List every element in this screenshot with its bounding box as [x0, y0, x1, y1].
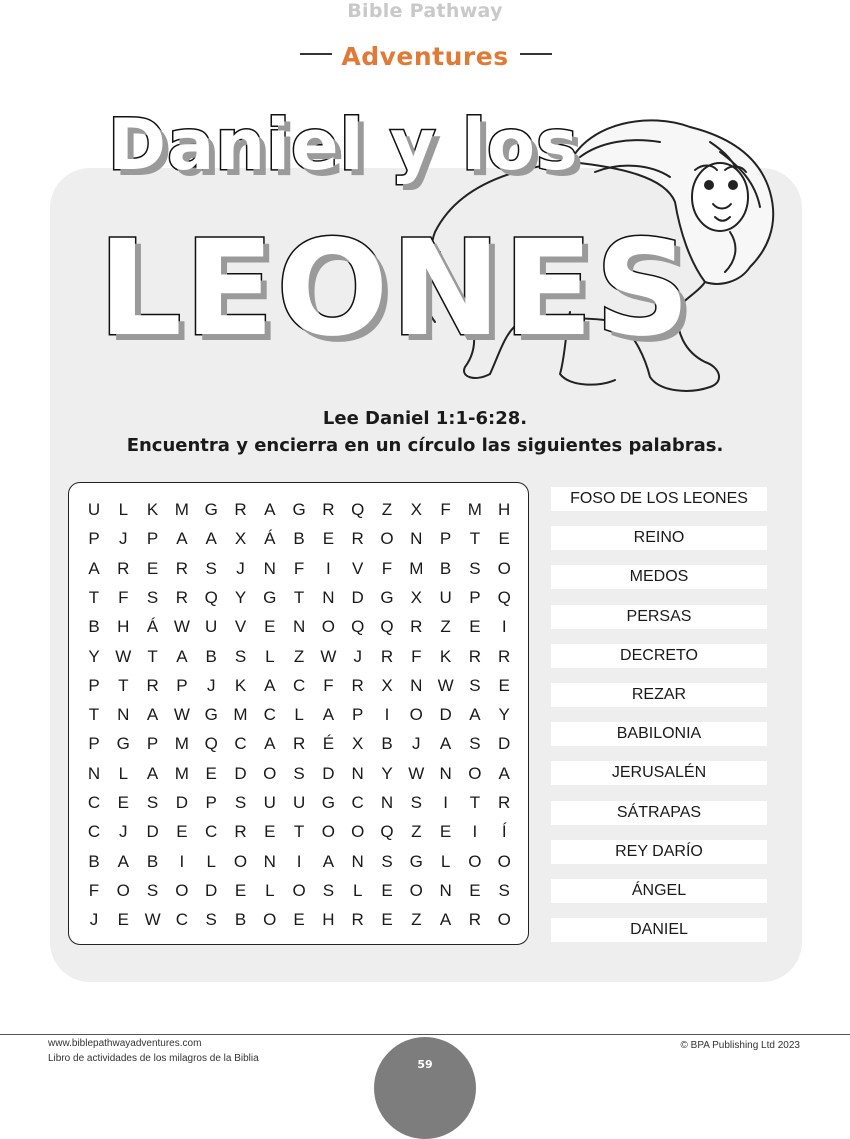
- grid-letter[interactable]: J: [353, 646, 362, 666]
- grid-letter[interactable]: F: [411, 646, 422, 666]
- grid-letter[interactable]: B: [293, 529, 305, 549]
- grid-letter[interactable]: D: [234, 763, 247, 783]
- grid-letter[interactable]: T: [293, 587, 305, 607]
- grid-letter[interactable]: O: [321, 617, 335, 637]
- grid-letter[interactable]: S: [205, 558, 217, 578]
- grid-letter[interactable]: P: [146, 529, 159, 549]
- grid-letter[interactable]: P: [352, 705, 364, 725]
- grid-letter[interactable]: S: [469, 734, 481, 754]
- grid-letter[interactable]: I: [501, 617, 507, 637]
- grid-letter[interactable]: E: [498, 529, 510, 549]
- grid-letter[interactable]: O: [263, 910, 277, 930]
- grid-letter[interactable]: U: [439, 587, 452, 607]
- grid-letter[interactable]: R: [175, 558, 189, 578]
- grid-letter[interactable]: Q: [380, 822, 394, 842]
- grid-letter[interactable]: R: [410, 617, 423, 637]
- grid-letter[interactable]: M: [467, 500, 482, 519]
- grid-letter[interactable]: R: [351, 675, 364, 695]
- grid-letter[interactable]: D: [351, 587, 364, 607]
- grid-letter[interactable]: B: [234, 910, 247, 930]
- grid-letter[interactable]: S: [322, 880, 335, 900]
- grid-letter[interactable]: I: [179, 851, 185, 871]
- grid-letter[interactable]: Í: [501, 822, 507, 842]
- grid-letter[interactable]: L: [294, 705, 304, 725]
- grid-letter[interactable]: L: [118, 500, 129, 519]
- grid-letter[interactable]: L: [206, 851, 216, 871]
- grid-letter[interactable]: W: [144, 910, 161, 930]
- brand-logo: [0, 0, 850, 80]
- grid-letter[interactable]: M: [174, 763, 189, 783]
- footer-book-title: Libro de actividades de los milagros de la Biblia: [48, 1053, 259, 1064]
- grid-letter[interactable]: A: [176, 646, 188, 666]
- grid-letter[interactable]: N: [439, 763, 452, 783]
- grid-letter[interactable]: J: [89, 910, 99, 930]
- grid-letter[interactable]: Y: [381, 763, 393, 783]
- grid-letter[interactable]: A: [117, 851, 129, 871]
- grid-letter[interactable]: C: [87, 822, 101, 842]
- grid-letter[interactable]: K: [146, 500, 159, 519]
- instructions: [0, 405, 850, 459]
- word-list-item: ÁNGEL: [551, 879, 767, 903]
- grid-letter[interactable]: E: [293, 910, 305, 930]
- grid-letter[interactable]: S: [234, 793, 247, 812]
- grid-letter[interactable]: E: [146, 558, 159, 578]
- grid-letter[interactable]: C: [175, 910, 189, 930]
- grid-letter[interactable]: X: [234, 529, 247, 549]
- grid-letter[interactable]: S: [469, 558, 481, 578]
- grid-letter[interactable]: T: [88, 587, 100, 607]
- grid-letter[interactable]: G: [409, 851, 423, 871]
- grid-letter[interactable]: R: [498, 793, 511, 812]
- grid-letter[interactable]: B: [88, 617, 100, 637]
- grid-letter[interactable]: A: [88, 558, 100, 578]
- grid-letter[interactable]: Z: [411, 822, 422, 842]
- grid-letter[interactable]: N: [263, 851, 276, 871]
- instructions-line1: Lee Daniel 1:1-6:28.: [322, 408, 528, 429]
- grid-letter[interactable]: C: [234, 734, 247, 754]
- word-list-item: REY DARÍO: [551, 840, 767, 864]
- grid-letter[interactable]: L: [352, 880, 363, 900]
- grid-letter[interactable]: C: [263, 705, 276, 725]
- grid-letter[interactable]: P: [146, 734, 159, 754]
- grid-letter[interactable]: I: [472, 822, 478, 842]
- word-list-item: SÁTRAPAS: [551, 801, 767, 825]
- grid-letter[interactable]: É: [322, 734, 335, 754]
- grid-letter[interactable]: X: [410, 500, 422, 519]
- word-list-item: MEDOS: [551, 565, 767, 589]
- grid-letter[interactable]: E: [322, 529, 335, 549]
- grid-letter[interactable]: R: [292, 734, 306, 754]
- grid-letter[interactable]: O: [468, 851, 482, 871]
- grid-letter[interactable]: H: [498, 500, 511, 519]
- grid-letter[interactable]: T: [469, 793, 481, 812]
- grid-letter[interactable]: O: [263, 763, 277, 783]
- grid-letter[interactable]: C: [87, 793, 101, 812]
- grid-letter[interactable]: W: [173, 617, 190, 637]
- grid-letter[interactable]: A: [146, 763, 159, 783]
- grid-letter[interactable]: B: [439, 558, 452, 578]
- grid-letter[interactable]: P: [469, 587, 481, 607]
- grid-letter[interactable]: O: [116, 880, 130, 900]
- grid-letter[interactable]: I: [443, 793, 448, 812]
- grid-letter[interactable]: T: [469, 529, 481, 549]
- title-line1: Daniel y los: [108, 104, 579, 186]
- grid-letter[interactable]: G: [204, 500, 218, 519]
- grid-letter[interactable]: J: [119, 529, 128, 549]
- grid-letter[interactable]: M: [174, 734, 189, 754]
- grid-letter[interactable]: E: [264, 617, 276, 637]
- grid-letter[interactable]: D: [439, 705, 452, 725]
- grid-letter[interactable]: K: [234, 675, 247, 695]
- grid-letter[interactable]: A: [469, 705, 481, 725]
- grid-letter[interactable]: E: [176, 822, 188, 842]
- grid-letter[interactable]: U: [87, 500, 101, 519]
- page-number: 59: [417, 1058, 433, 1071]
- grid-letter[interactable]: F: [293, 558, 305, 578]
- grid-letter[interactable]: N: [322, 587, 335, 607]
- grid-letter[interactable]: S: [205, 910, 217, 930]
- grid-letter[interactable]: M: [409, 558, 424, 578]
- footer-website[interactable]: www.biblepathwayadventures.com: [48, 1038, 202, 1049]
- grid-letter[interactable]: B: [88, 851, 100, 871]
- grid-letter[interactable]: O: [351, 822, 365, 842]
- grid-letter[interactable]: D: [205, 880, 218, 900]
- grid-letter[interactable]: G: [204, 705, 218, 725]
- grid-letter[interactable]: W: [115, 646, 132, 666]
- grid-letter[interactable]: F: [88, 880, 100, 900]
- grid-letter[interactable]: D: [146, 822, 159, 842]
- grid-letter[interactable]: E: [381, 910, 393, 930]
- grid-letter[interactable]: O: [497, 910, 511, 930]
- grid-letter[interactable]: E: [264, 822, 276, 842]
- grid-letter[interactable]: A: [205, 529, 217, 549]
- grid-letter[interactable]: Y: [234, 587, 247, 607]
- word-list-item: JERUSALÉN: [551, 761, 767, 785]
- grid-letter[interactable]: U: [205, 617, 218, 637]
- grid-letter[interactable]: O: [409, 880, 423, 900]
- grid-letter[interactable]: M: [233, 705, 248, 725]
- grid-letter[interactable]: J: [206, 675, 216, 695]
- grid-letter[interactable]: N: [410, 675, 423, 695]
- grid-letter[interactable]: A: [176, 529, 188, 549]
- grid-letter[interactable]: O: [468, 763, 482, 783]
- grid-letter[interactable]: R: [146, 675, 159, 695]
- word-search-grid: [68, 482, 529, 945]
- word-list-item: REINO: [551, 526, 767, 550]
- grid-letter[interactable]: M: [174, 500, 189, 519]
- grid-letter[interactable]: E: [469, 617, 481, 637]
- grid-letter[interactable]: E: [205, 763, 217, 783]
- grid-letter[interactable]: U: [263, 793, 276, 812]
- grid-letter[interactable]: A: [439, 734, 452, 754]
- grid-letter[interactable]: R: [175, 587, 189, 607]
- grid-letter[interactable]: U: [292, 793, 306, 812]
- grid-letter[interactable]: A: [264, 500, 276, 519]
- grid-letter[interactable]: N: [439, 880, 452, 900]
- grid-letter[interactable]: P: [176, 675, 188, 695]
- footer-copyright: © BPA Publishing Ltd 2023: [680, 1040, 800, 1051]
- grid-letter[interactable]: Á: [264, 529, 276, 549]
- grid-letter[interactable]: P: [205, 793, 217, 812]
- instructions-line2: Encuentra y encierra en un círculo las siguientes palabras.: [126, 435, 724, 456]
- grid-letter[interactable]: G: [380, 587, 394, 607]
- grid-letter[interactable]: I: [296, 851, 302, 871]
- grid-letter[interactable]: L: [440, 851, 451, 871]
- grid-letter[interactable]: E: [234, 880, 247, 900]
- grid-letter[interactable]: R: [117, 558, 130, 578]
- grid-letter[interactable]: D: [322, 763, 335, 783]
- grid-letter[interactable]: V: [352, 558, 364, 578]
- grid-letter[interactable]: A: [498, 763, 510, 783]
- grid-letter[interactable]: L: [118, 763, 129, 783]
- grid-letter[interactable]: B: [205, 646, 217, 666]
- grid-letter[interactable]: C: [351, 793, 364, 812]
- grid-letter[interactable]: R: [234, 500, 247, 519]
- word-list-item: FOSO DE LOS LEONES: [551, 487, 767, 511]
- grid-letter[interactable]: T: [293, 822, 305, 842]
- page-number-tab: [374, 1037, 476, 1139]
- grid-letter[interactable]: R: [468, 910, 482, 930]
- grid-letter[interactable]: W: [173, 705, 190, 725]
- word-list-item: DECRETO: [551, 644, 767, 668]
- word-list-item: REZAR: [551, 683, 767, 707]
- word-list-item: DANIEL: [551, 918, 767, 942]
- grid-letter[interactable]: L: [265, 880, 275, 900]
- grid-letter[interactable]: N: [87, 763, 101, 783]
- grid-letter[interactable]: E: [381, 880, 393, 900]
- grid-letter[interactable]: B: [146, 851, 159, 871]
- grid-letter[interactable]: O: [409, 705, 423, 725]
- grid-letter[interactable]: Z: [381, 500, 393, 519]
- grid-letter[interactable]: Q: [497, 587, 511, 607]
- grid-letter[interactable]: S: [234, 646, 247, 666]
- grid-letter[interactable]: N: [263, 558, 276, 578]
- grid-letter[interactable]: N: [351, 851, 364, 871]
- word-list-item: PERSAS: [551, 605, 767, 629]
- grid-letter[interactable]: O: [497, 851, 511, 871]
- grid-letter[interactable]: H: [322, 910, 335, 930]
- grid-letter[interactable]: D: [498, 734, 511, 754]
- grid-letter[interactable]: C: [205, 822, 218, 842]
- grid-letter[interactable]: G: [116, 734, 130, 754]
- grid-letter[interactable]: X: [352, 734, 364, 754]
- grid-letter[interactable]: E: [117, 793, 129, 812]
- grid-letter[interactable]: Q: [204, 587, 218, 607]
- grid-letter[interactable]: P: [88, 734, 100, 754]
- grid-letter[interactable]: Á: [146, 617, 159, 637]
- grid-letter[interactable]: Q: [351, 617, 365, 637]
- grid-letter[interactable]: G: [292, 500, 306, 519]
- grid-letter[interactable]: W: [408, 763, 425, 783]
- grid-letter[interactable]: R: [234, 822, 247, 842]
- grid-letter[interactable]: A: [322, 705, 335, 725]
- grid-letter[interactable]: S: [146, 587, 159, 607]
- grid-letter[interactable]: Y: [498, 705, 510, 725]
- grid-letter[interactable]: N: [380, 793, 394, 812]
- grid-letter[interactable]: O: [233, 851, 248, 871]
- grid-letter[interactable]: E: [469, 880, 481, 900]
- grid-letter[interactable]: I: [384, 705, 390, 725]
- grid-letter[interactable]: P: [439, 529, 452, 549]
- grid-letter[interactable]: S: [469, 675, 481, 695]
- grid-letter[interactable]: X: [410, 587, 422, 607]
- grid-letter[interactable]: F: [323, 675, 334, 695]
- grid-letter[interactable]: Q: [204, 734, 218, 754]
- grid-letter[interactable]: R: [468, 646, 482, 666]
- logo-line1: Bible Pathway: [347, 0, 503, 22]
- grid-letter[interactable]: X: [381, 675, 393, 695]
- grid-letter[interactable]: Y: [88, 646, 100, 666]
- grid-letter[interactable]: T: [118, 675, 129, 695]
- grid-letter[interactable]: P: [88, 529, 100, 549]
- grid-letter[interactable]: Z: [411, 910, 422, 930]
- grid-letter[interactable]: A: [322, 851, 335, 871]
- grid-letter[interactable]: T: [88, 705, 100, 725]
- grid-letter[interactable]: G: [263, 587, 277, 607]
- grid-letter[interactable]: Q: [380, 617, 394, 637]
- grid-letter[interactable]: O: [175, 880, 189, 900]
- grid-letter[interactable]: S: [498, 880, 510, 900]
- grid-letter[interactable]: R: [498, 646, 511, 666]
- footer-divider: [0, 1034, 850, 1035]
- grid-letter[interactable]: I: [326, 558, 331, 578]
- grid-letter[interactable]: D: [175, 793, 189, 812]
- grid-letter[interactable]: C: [292, 675, 306, 695]
- grid-letter[interactable]: S: [146, 880, 159, 900]
- grid-letter[interactable]: W: [437, 675, 454, 695]
- grid-letter[interactable]: F: [440, 500, 451, 519]
- title-line2: LEONES: [98, 212, 693, 366]
- grid-letter[interactable]: S: [293, 763, 305, 783]
- grid-letter[interactable]: F: [381, 558, 393, 578]
- logo-line2: Adventures: [341, 42, 509, 71]
- grid-letter[interactable]: R: [322, 500, 335, 519]
- grid-letter[interactable]: K: [439, 646, 452, 666]
- grid-letter[interactable]: N: [292, 617, 306, 637]
- grid-letter[interactable]: O: [321, 822, 335, 842]
- grid-letter[interactable]: N: [410, 529, 423, 549]
- grid-letter[interactable]: J: [119, 822, 128, 842]
- grid-letter[interactable]: A: [146, 705, 159, 725]
- grid-letter[interactable]: A: [264, 734, 276, 754]
- grid-letter[interactable]: E: [439, 822, 452, 842]
- grid-letter[interactable]: N: [117, 705, 130, 725]
- grid-letter[interactable]: S: [381, 851, 393, 871]
- grid-letter[interactable]: A: [439, 910, 452, 930]
- word-list-item: BABILONIA: [551, 722, 767, 746]
- grid-letter[interactable]: H: [117, 617, 130, 637]
- grid-letter[interactable]: B: [381, 734, 393, 754]
- grid-letter[interactable]: T: [147, 646, 158, 666]
- grid-letter[interactable]: Q: [351, 500, 365, 519]
- grid-letter[interactable]: J: [236, 558, 245, 578]
- grid-letter[interactable]: R: [351, 529, 364, 549]
- grid-letter[interactable]: O: [497, 558, 511, 578]
- grid-letter[interactable]: Z: [440, 617, 451, 637]
- grid-letter[interactable]: A: [264, 675, 276, 695]
- grid-letter[interactable]: N: [351, 763, 364, 783]
- grid-letter[interactable]: F: [118, 587, 129, 607]
- grid-letter[interactable]: G: [321, 793, 335, 812]
- grid-letter[interactable]: E: [498, 675, 510, 695]
- grid-letter[interactable]: R: [351, 910, 364, 930]
- grid-letter[interactable]: P: [88, 675, 100, 695]
- grid-letter[interactable]: Z: [293, 646, 305, 666]
- grid-letter[interactable]: S: [410, 793, 422, 812]
- grid-letter[interactable]: R: [380, 646, 394, 666]
- grid-letter[interactable]: L: [265, 646, 275, 666]
- grid-letter[interactable]: S: [146, 793, 159, 812]
- grid-letter[interactable]: V: [234, 617, 247, 637]
- grid-letter[interactable]: O: [380, 529, 394, 549]
- grid-letter[interactable]: W: [320, 646, 337, 666]
- grid-letter[interactable]: O: [292, 880, 306, 900]
- grid-letter[interactable]: E: [117, 910, 129, 930]
- grid-letter[interactable]: J: [412, 734, 421, 754]
